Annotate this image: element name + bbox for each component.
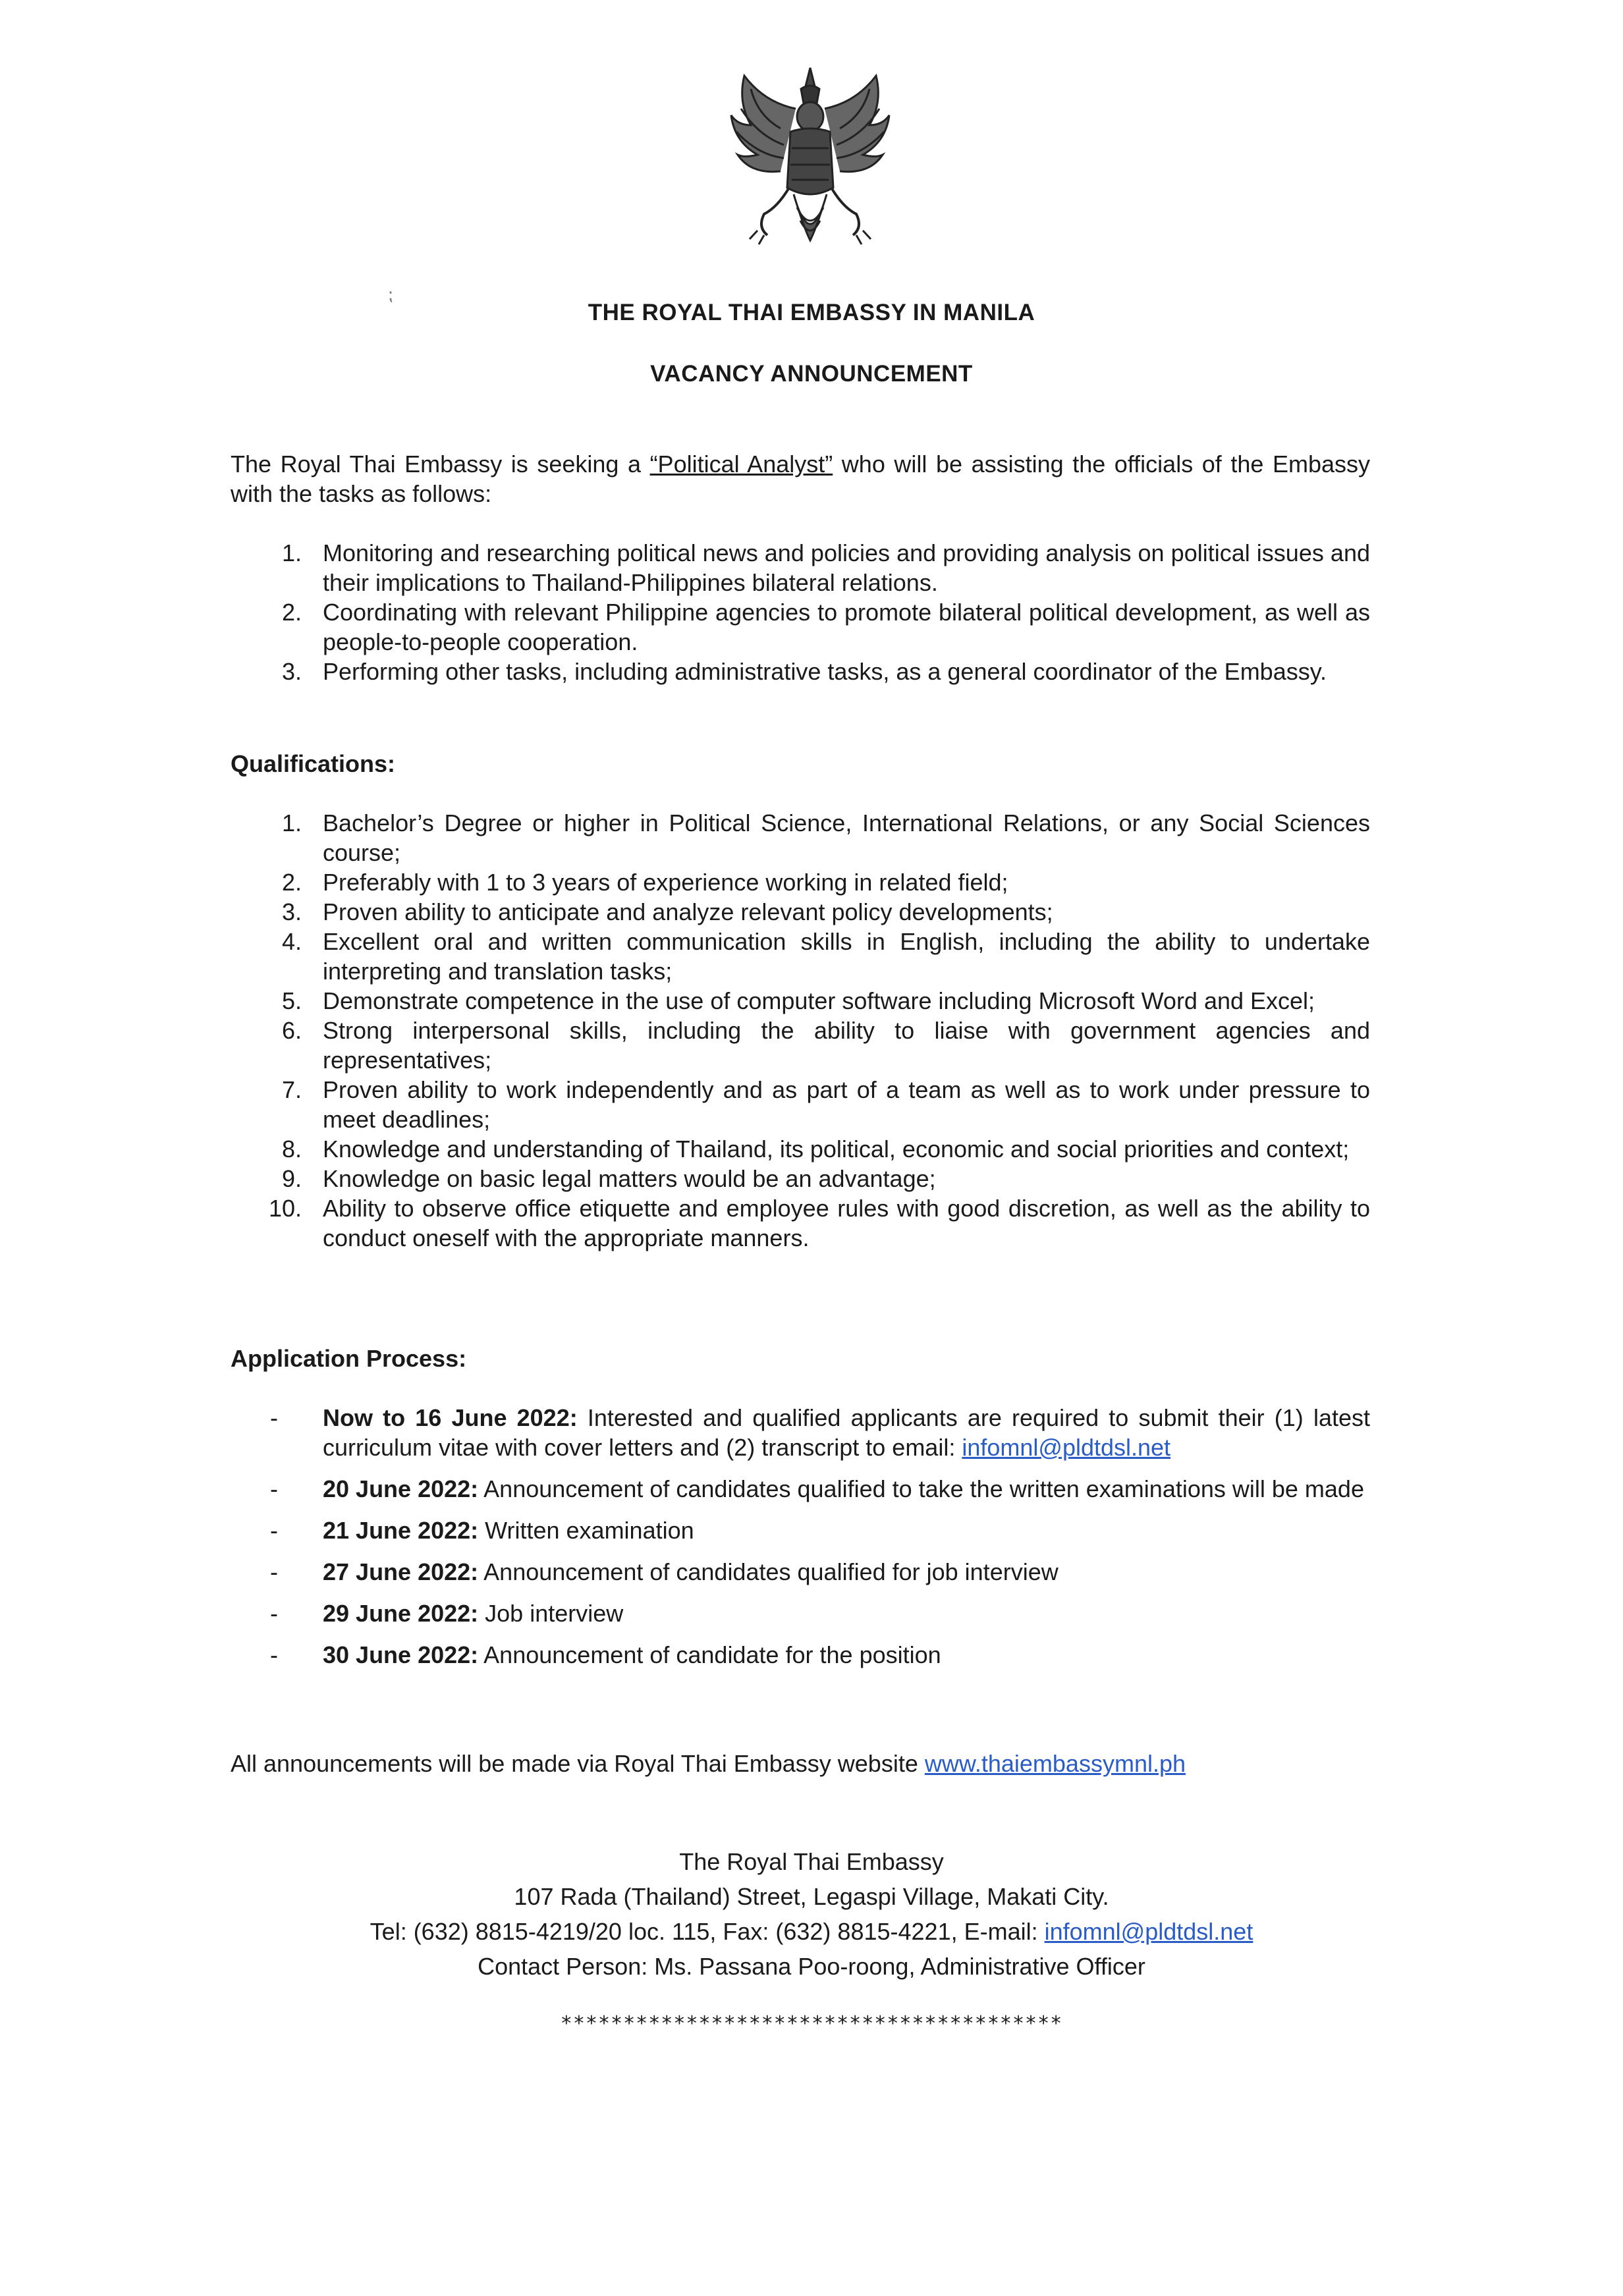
dash-bullet: - bbox=[270, 1517, 278, 1544]
list-item bbox=[231, 1016, 1370, 1075]
announcement-note bbox=[231, 1749, 1370, 1778]
phone-fax-text: Tel: (632) 8815-4219/20 loc. 115, Fax: (632) 8815-4221, E-mail: bbox=[370, 1918, 1045, 1945]
list-item bbox=[231, 986, 1370, 1016]
step-text: Job interview bbox=[478, 1600, 624, 1627]
contact-block bbox=[0, 1844, 1623, 1984]
item-number: 5. bbox=[281, 987, 302, 1014]
step-text: Written examination bbox=[478, 1517, 694, 1544]
list-item bbox=[231, 1474, 1370, 1504]
item-number: 9. bbox=[281, 1165, 302, 1192]
item-number: 4. bbox=[281, 928, 302, 955]
step-text: Announcement of candidates qualified to take the written examinations will be made bbox=[478, 1475, 1364, 1502]
item-text: Proven ability to anticipate and analyze relevant policy developments; bbox=[323, 898, 1053, 925]
item-text: Excellent oral and written communication skills in English, including the ability to undertake interpreting and translation tasks; bbox=[323, 928, 1370, 985]
item-text: Monitoring and researching political news and policies and providing analysis on political issues and their implications to Thailand-Philippines bilateral relations. bbox=[323, 539, 1370, 596]
list-item bbox=[231, 1640, 1370, 1670]
application-steps bbox=[231, 1403, 1370, 1670]
list-item bbox=[231, 808, 1370, 867]
item-number: 2. bbox=[281, 599, 302, 626]
tasks-list bbox=[231, 538, 1370, 686]
step-date: Now to 16 June 2022: bbox=[323, 1404, 578, 1431]
list-item bbox=[231, 538, 1370, 597]
item-text: Bachelor’s Degree or higher in Political Science, International Relations, or any Social Sciences course; bbox=[323, 809, 1370, 866]
contact-person: Contact Person: Ms. Passana Poo-roong, Administrative Officer bbox=[478, 1953, 1145, 1980]
item-number: 1. bbox=[281, 539, 302, 566]
item-text: Coordinating with relevant Philippine agencies to promote bilateral political development, as well as people-to-people cooperation. bbox=[323, 599, 1370, 655]
item-text: Preferably with 1 to 3 years of experience working in related field; bbox=[323, 869, 1008, 896]
item-text: Knowledge and understanding of Thailand, its political, economic and social priorities and context; bbox=[323, 1135, 1350, 1162]
list-item bbox=[231, 1403, 1370, 1462]
list-item bbox=[231, 1516, 1370, 1545]
list-item bbox=[231, 1557, 1370, 1587]
dash-bullet: - bbox=[270, 1558, 278, 1585]
list-item bbox=[231, 1599, 1370, 1628]
step-text: Announcement of candidates qualified for job interview bbox=[478, 1558, 1059, 1585]
step-text: Announcement of candidate for the position bbox=[478, 1641, 941, 1668]
dash-bullet: - bbox=[270, 1475, 278, 1502]
list-item bbox=[231, 1164, 1370, 1193]
item-text: Performing other tasks, including administrative tasks, as a general coordinator of the Embassy. bbox=[323, 658, 1327, 685]
page-title: THE ROYAL THAI EMBASSY IN MANILA bbox=[588, 300, 1035, 325]
list-item bbox=[231, 867, 1370, 897]
step-date: 29 June 2022: bbox=[323, 1600, 479, 1627]
list-item bbox=[231, 1075, 1370, 1134]
page-subtitle: VACANCY ANNOUNCEMENT bbox=[650, 361, 973, 387]
step-date: 27 June 2022: bbox=[323, 1558, 479, 1585]
dash-bullet: - bbox=[270, 1404, 278, 1431]
intro-text-after: who will be assisting the officials of the Embassy with the tasks as follows: bbox=[231, 451, 1370, 507]
step-text: Interested and qualified applicants are required to submit their (1) latest curriculum vitae with cover letters and (2) transcript to email: bbox=[323, 1404, 1370, 1461]
intro-text-before: The Royal Thai Embassy is seeking a bbox=[231, 451, 650, 478]
item-number: 3. bbox=[281, 658, 302, 685]
item-text: Proven ability to work independently and as part of a team as well as to work under pressure to meet deadlines; bbox=[323, 1076, 1370, 1133]
item-number: 8. bbox=[281, 1135, 302, 1162]
list-item bbox=[231, 897, 1370, 927]
garuda-emblem-icon bbox=[718, 63, 902, 260]
item-text: Ability to observe office etiquette and employee rules with good discretion, as well as the ability to conduct oneself with the appropriate manners. bbox=[323, 1195, 1370, 1251]
item-text: Demonstrate competence in the use of computer software including Microsoft Word and Excel; bbox=[323, 987, 1315, 1014]
step-date: 21 June 2022: bbox=[323, 1517, 479, 1544]
list-item bbox=[231, 1193, 1370, 1253]
embassy-address: 107 Rada (Thailand) Street, Legaspi Village, Makati City. bbox=[514, 1883, 1109, 1910]
item-number: 1. bbox=[281, 809, 302, 836]
item-number: 2. bbox=[281, 869, 302, 896]
step-date: 20 June 2022: bbox=[323, 1475, 479, 1502]
application-heading: Application Process: bbox=[231, 1345, 467, 1372]
step-date: 30 June 2022: bbox=[323, 1641, 479, 1668]
qualifications-heading: Qualifications: bbox=[231, 750, 396, 777]
website-link[interactable]: www.thaiembassymnl.ph bbox=[924, 1750, 1186, 1777]
intro-paragraph bbox=[231, 449, 1370, 508]
item-text: Knowledge on basic legal matters would be an advantage; bbox=[323, 1165, 936, 1192]
dash-bullet: - bbox=[270, 1641, 278, 1668]
email-link[interactable]: infomnl@pldtdsl.net bbox=[962, 1434, 1171, 1461]
item-text: Strong interpersonal skills, including the ability to liaise with government agencies and representatives; bbox=[323, 1017, 1370, 1074]
item-number: 3. bbox=[281, 898, 302, 925]
list-item bbox=[231, 657, 1370, 686]
position-title: “Political Analyst” bbox=[649, 451, 833, 478]
dash-bullet: - bbox=[270, 1600, 278, 1627]
qualifications-list bbox=[231, 808, 1370, 1253]
scan-mark: ⁏ bbox=[387, 285, 393, 304]
item-number: 10. bbox=[268, 1195, 302, 1222]
item-number: 6. bbox=[281, 1017, 302, 1044]
list-item bbox=[231, 927, 1370, 986]
embassy-name: The Royal Thai Embassy bbox=[679, 1848, 944, 1875]
phone-fax-line bbox=[0, 1914, 1623, 1949]
end-marker: **************************************** bbox=[560, 2012, 1063, 2035]
email-link[interactable]: infomnl@pldtdsl.net bbox=[1044, 1918, 1253, 1945]
item-number: 7. bbox=[281, 1076, 302, 1103]
list-item bbox=[231, 1134, 1370, 1164]
list-item bbox=[231, 597, 1370, 657]
note-text: All announcements will be made via Royal Thai Embassy website bbox=[231, 1750, 925, 1777]
